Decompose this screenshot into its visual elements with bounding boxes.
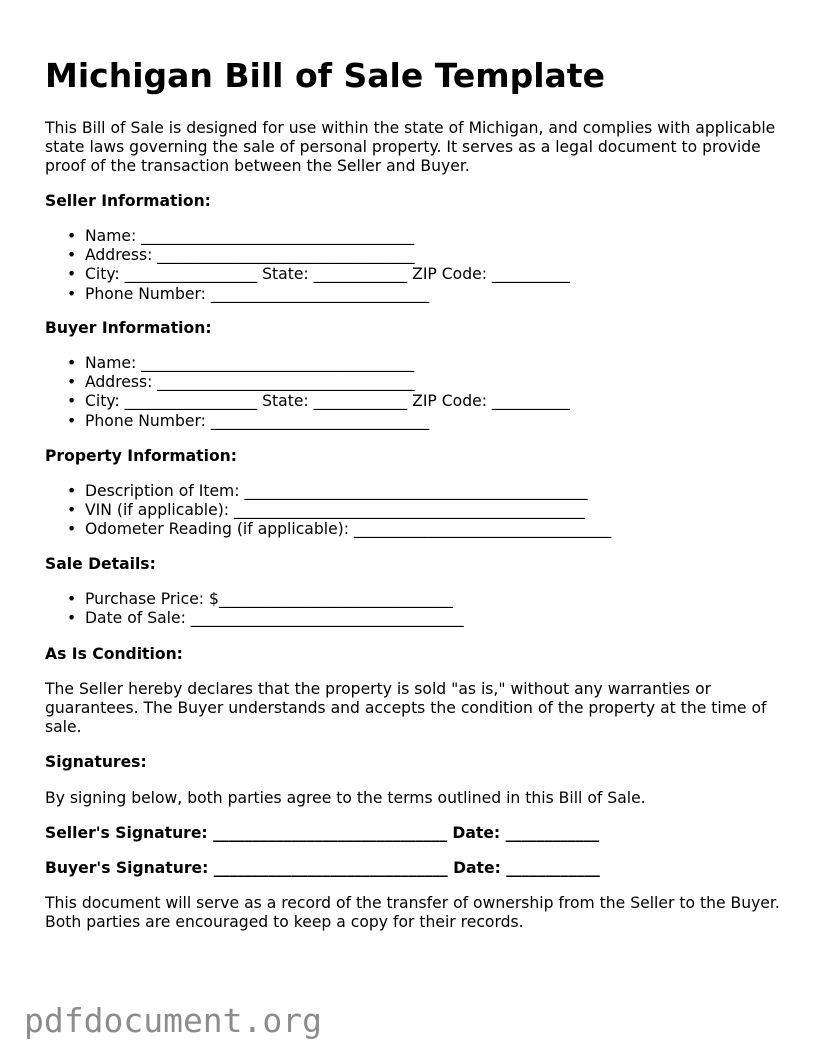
seller-phone-field: • Phone Number: ____________________________ bbox=[85, 285, 570, 304]
buyer-heading: Buyer Information: bbox=[45, 319, 212, 337]
buyer-name-field: • Name: ___________________________________ bbox=[85, 354, 570, 373]
purchase-price-field: • Purchase Price: $______________________________ bbox=[85, 590, 464, 609]
sale-heading: Sale Details: bbox=[45, 555, 156, 573]
intro-paragraph: This Bill of Sale is designed for use within the state of Michigan, and complies with applicable state laws governing the sale of personal property. It serves as a legal document to provide proof of the transaction between the Seller and Buyer. bbox=[45, 119, 776, 175]
buyer-fields bbox=[45, 354, 570, 431]
item-description-field: • Description of Item: ____________________________________________ bbox=[85, 482, 611, 501]
closing-paragraph: This document will serve as a record of the transfer of ownership from the Seller to the Buyer. Both parties are encouraged to keep a copy for their records. bbox=[45, 894, 780, 931]
as-is-paragraph: The Seller hereby declares that the property is sold "as is," without any warranties or guarantees. The Buyer understands and accepts the condition of the property at the time of sale. bbox=[45, 680, 767, 736]
watermark: pdfdocument.org bbox=[24, 1001, 323, 1040]
as-is-heading: As Is Condition: bbox=[45, 645, 183, 663]
document-title: Michigan Bill of Sale Template bbox=[45, 56, 605, 95]
sale-fields bbox=[45, 590, 464, 628]
date-of-sale-field: • Date of Sale: ___________________________________ bbox=[85, 609, 464, 628]
vin-field: • VIN (if applicable): _____________________________________________ bbox=[85, 501, 611, 520]
buyer-signature-line: Buyer's Signature: ______________________________ Date: ____________ bbox=[45, 859, 600, 877]
buyer-address-field: • Address: _________________________________ bbox=[85, 373, 570, 392]
property-fields bbox=[45, 482, 611, 540]
buyer-phone-field: • Phone Number: ____________________________ bbox=[85, 412, 570, 431]
seller-name-field: • Name: ___________________________________ bbox=[85, 227, 570, 246]
buyer-city-state-zip-field: • City: _________________ State: ____________ ZIP Code: __________ bbox=[85, 392, 570, 411]
odometer-field: • Odometer Reading (if applicable): _________________________________ bbox=[85, 520, 611, 539]
signatures-paragraph: By signing below, both parties agree to the terms outlined in this Bill of Sale. bbox=[45, 789, 646, 807]
seller-heading: Seller Information: bbox=[45, 192, 211, 210]
seller-fields bbox=[45, 227, 570, 304]
seller-address-field: • Address: _________________________________ bbox=[85, 246, 570, 265]
property-heading: Property Information: bbox=[45, 447, 238, 465]
seller-city-state-zip-field: • City: _________________ State: ____________ ZIP Code: __________ bbox=[85, 265, 570, 284]
seller-signature-line: Seller's Signature: ______________________________ Date: ____________ bbox=[45, 824, 600, 842]
signatures-heading: Signatures: bbox=[45, 753, 147, 771]
